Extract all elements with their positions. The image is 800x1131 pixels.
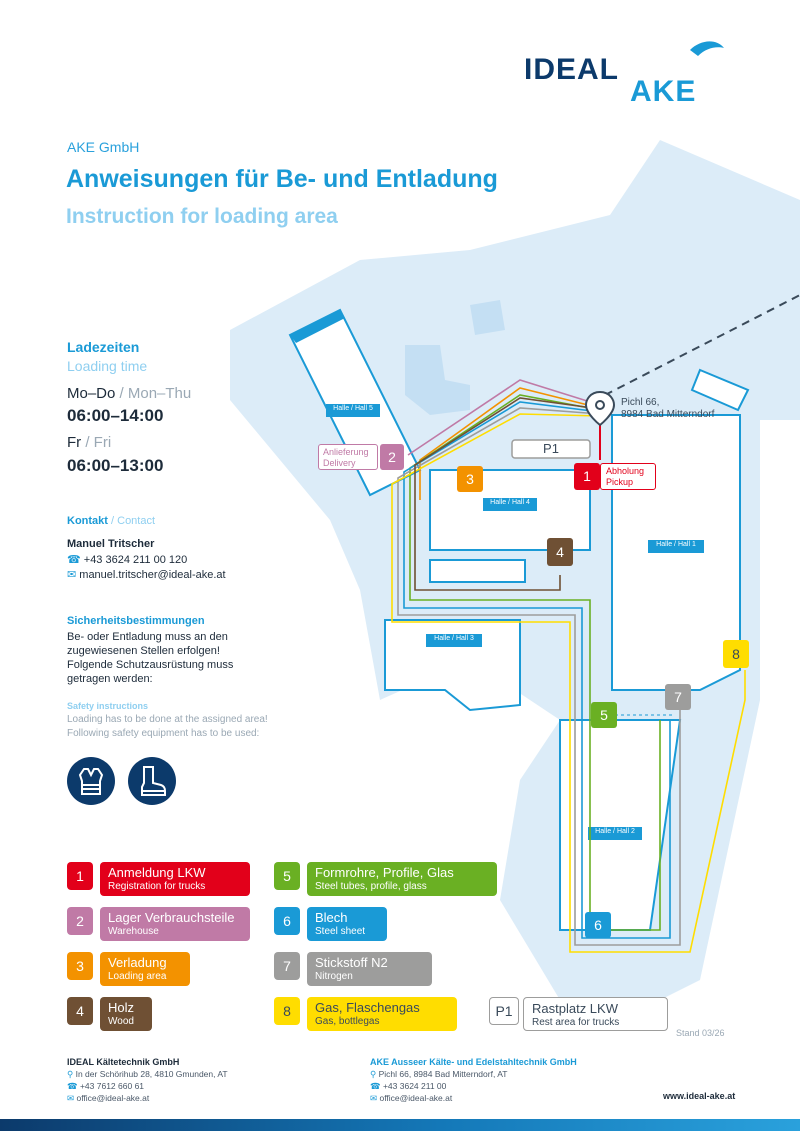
days-mon-thu <box>67 385 191 402</box>
phone-icon: ☎ <box>370 1081 381 1091</box>
legend-label-de: Formrohre, Profile, Glas <box>315 865 454 880</box>
bottom-bar <box>0 1119 800 1131</box>
contact-email-row <box>67 568 226 581</box>
legend-label-en: Nitrogen <box>315 971 353 982</box>
legend-number: 7 <box>274 952 300 980</box>
marker-2: 2 <box>380 444 404 470</box>
marker-8: 8 <box>723 640 749 668</box>
stand-label: Stand 03/26 <box>676 1028 725 1038</box>
safety-heading: Sicherheitsbestimmungen <box>67 615 205 627</box>
footer-left-addr: In der Schörihub 28, 4810 Gmunden, AT <box>75 1069 228 1079</box>
mail-icon: ✉ <box>67 1093 75 1103</box>
legend-label-de: Gas, Flaschengas <box>315 1000 420 1015</box>
mail-icon: ✉ <box>370 1093 378 1103</box>
footer-left-title: IDEAL Kältetechnik GmbH <box>67 1057 180 1067</box>
legend-number: 5 <box>274 862 300 890</box>
safety-boots-icon <box>128 757 176 805</box>
loading-times-heading-en: Loading time <box>67 358 148 374</box>
footer-middle <box>370 1056 577 1104</box>
safety-en-line-2: Following safety equipment has to be used: <box>67 728 260 739</box>
legend-label-en: Rest area for trucks <box>532 1017 620 1028</box>
safety-de-line-4: getragen werden: <box>67 673 153 685</box>
legend-label <box>307 907 387 941</box>
safety-vest-icon <box>67 757 115 805</box>
safety-text-en <box>67 713 268 741</box>
legend-label <box>307 997 457 1031</box>
legend-label <box>100 952 190 986</box>
legend-label-en: Warehouse <box>108 926 159 937</box>
legend-label <box>523 997 668 1031</box>
footer-mid-email[interactable]: office@ideal-ake.at <box>379 1093 453 1103</box>
contact-phone-row <box>67 553 187 566</box>
marker-5: 5 <box>591 702 617 728</box>
footer-left <box>67 1056 228 1104</box>
time-mon-thu: 06:00–14:00 <box>67 406 164 425</box>
legend-number: 4 <box>67 997 93 1025</box>
footer-mid-phone[interactable]: +43 3624 211 00 <box>382 1081 447 1091</box>
pin-icon: ⚲ <box>370 1069 377 1079</box>
legend-label <box>307 862 497 896</box>
days-1-de: Mo–Do <box>67 385 116 402</box>
legend-label-de: Blech <box>315 910 348 925</box>
contact-email[interactable]: manuel.tritscher@ideal-ake.at <box>79 569 226 581</box>
legend-label-en: Wood <box>108 1016 134 1027</box>
legend-label-en: Registration for trucks <box>108 881 206 892</box>
marker-1: 1 <box>574 463 600 490</box>
legend-label <box>100 862 250 896</box>
hall-3-building <box>385 620 520 710</box>
pin-icon: ⚲ <box>67 1069 74 1079</box>
footer-mid-addr: Pichl 66, 8984 Bad Mitterndorf, AT <box>378 1069 508 1079</box>
p1-label: P1 <box>543 441 559 456</box>
delivery-de: Anlieferung <box>323 447 369 457</box>
days-fri <box>67 434 111 451</box>
map-address <box>621 397 714 421</box>
legend-label <box>100 997 152 1031</box>
marker-7: 7 <box>665 684 691 710</box>
hall-1-label: Halle / Hall 1 <box>656 541 696 548</box>
contact-heading-de: Kontakt <box>67 515 108 527</box>
delivery-en: Delivery <box>323 458 356 468</box>
time-fri: 06:00–13:00 <box>67 456 164 475</box>
days-2-en: / Fri <box>81 434 112 451</box>
legend-label-en: Steel sheet <box>315 926 366 937</box>
pickup-en: Pickup <box>606 477 634 487</box>
legend-label-de: Holz <box>108 1000 135 1015</box>
svg-text:AKE: AKE <box>630 75 697 108</box>
contact-phone[interactable]: +43 3624 211 00 120 <box>83 554 188 566</box>
safety-en-line-1: Loading has to be done at the assigned area! <box>67 714 268 725</box>
hall-2-label: Halle / Hall 2 <box>595 828 635 835</box>
phone-icon: ☎ <box>67 554 81 566</box>
contact-name: Manuel Tritscher <box>67 538 155 550</box>
logo <box>520 38 740 108</box>
address-line-2: 8984 Bad Mitterndorf <box>621 409 715 420</box>
legend-label-en: Loading area <box>108 971 167 982</box>
safety-de-line-1: Be- oder Entladung muss an den <box>67 631 228 643</box>
legend-label-en: Gas, bottlegas <box>315 1016 380 1027</box>
footer-mid-title: AKE Ausseer Kälte- und Edelstahltechnik GmbH <box>370 1057 577 1067</box>
legend-number: P1 <box>489 997 519 1025</box>
legend-number: 1 <box>67 862 93 890</box>
pond <box>470 300 505 335</box>
contact-heading <box>67 515 155 527</box>
safety-de-line-3: Folgende Schutzausrüstung muss <box>67 659 234 671</box>
marker-3: 3 <box>457 466 483 492</box>
safety-heading-en: Safety instructions <box>67 701 149 711</box>
legend-label-en: Steel tubes, profile, glass <box>315 881 427 892</box>
page-title: Anweisungen für Be- und Entladung <box>66 165 498 193</box>
mail-icon: ✉ <box>67 569 77 581</box>
hall-5-label: Halle / Hall 5 <box>333 405 373 412</box>
legend-label <box>307 952 432 986</box>
phone-icon: ☎ <box>67 1081 78 1091</box>
marker-6: 6 <box>585 912 611 938</box>
legend-label <box>100 907 250 941</box>
legend-label-de: Stickstoff N2 <box>315 955 388 970</box>
pickup-de: Abholung <box>606 466 645 476</box>
legend-label-de: Rastplatz LKW <box>532 1001 618 1016</box>
safety-text-de <box>67 630 233 686</box>
svg-text:IDEAL: IDEAL <box>524 53 619 86</box>
days-1-en: / Mon–Thu <box>115 385 192 402</box>
address-line-1: Pichl 66, <box>621 397 660 408</box>
legend-number: 6 <box>274 907 300 935</box>
legend-label-de: Lager Verbrauchsteile <box>108 910 235 925</box>
marker-4: 4 <box>547 538 573 566</box>
footer-website[interactable]: www.ideal-ake.at <box>663 1091 736 1101</box>
logo-graphic <box>520 38 740 108</box>
company-name: AKE GmbH <box>67 139 140 155</box>
legend-number: 2 <box>67 907 93 935</box>
legend-number: 8 <box>274 997 300 1025</box>
legend-label-de: Anmeldung LKW <box>108 865 206 880</box>
hall-3-label: Halle / Hall 3 <box>434 635 474 642</box>
days-2-de: Fr <box>67 434 82 451</box>
pickup-label <box>600 463 656 490</box>
loading-times-heading: Ladezeiten <box>67 339 140 355</box>
hall-4-label: Halle / Hall 4 <box>490 499 530 506</box>
legend-number: 3 <box>67 952 93 980</box>
delivery-label <box>318 444 378 470</box>
footer-left-phone[interactable]: +43 7612 660 61 <box>79 1081 145 1091</box>
footer-left-email[interactable]: office@ideal-ake.at <box>76 1093 150 1103</box>
contact-heading-en: / Contact <box>107 515 156 527</box>
legend-label-de: Verladung <box>108 955 167 970</box>
hall-4-sub <box>430 560 525 582</box>
page-subtitle: Instruction for loading area <box>66 205 338 228</box>
safety-de-line-2: zugewiesenen Stellen erfolgen! <box>67 645 220 657</box>
